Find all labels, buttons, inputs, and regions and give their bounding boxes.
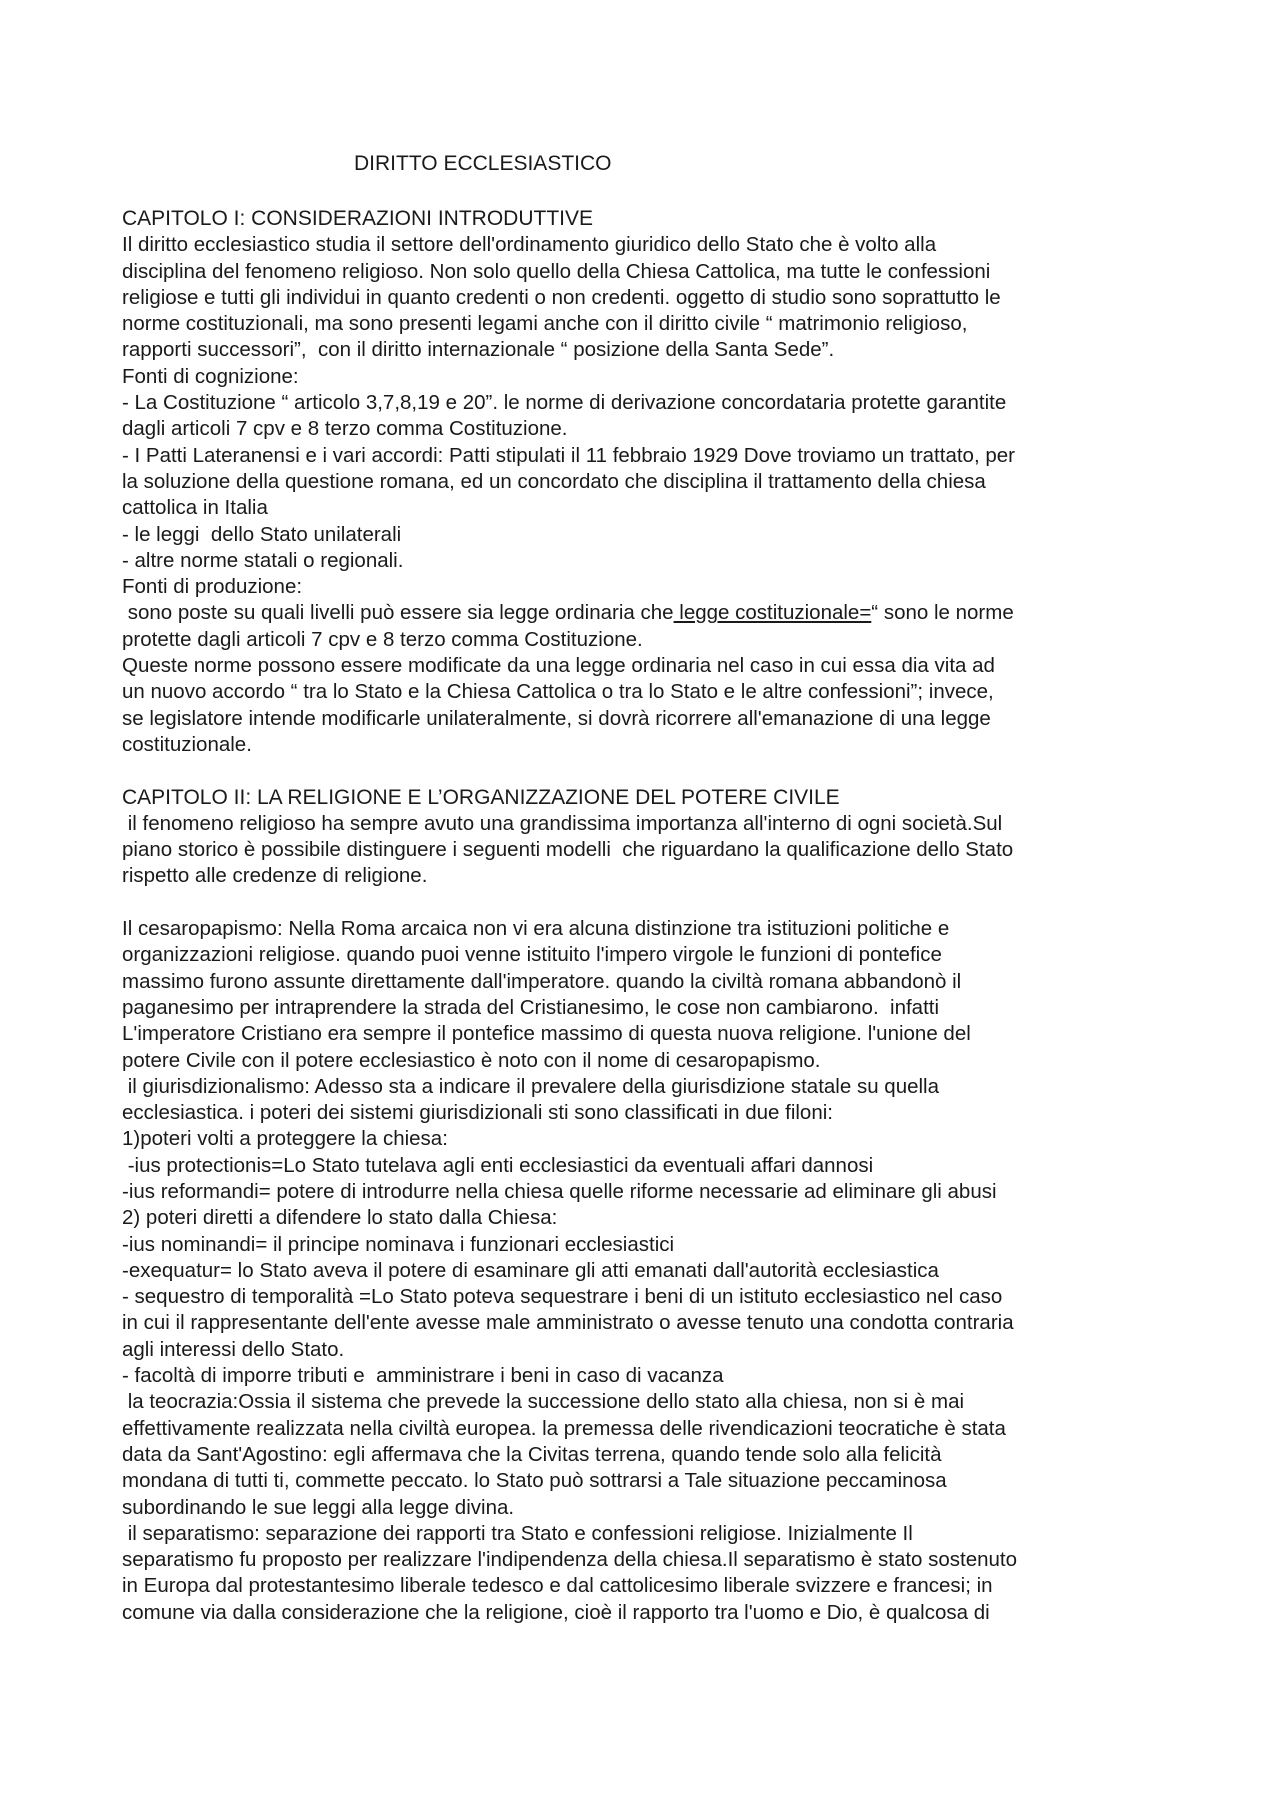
text-line: - facoltà di imporre tributi e amministrare i beni in caso di vacanza bbox=[122, 1364, 724, 1388]
legge-costituzionale-underlined: legge costituzionale= bbox=[673, 601, 872, 625]
text-line: se legislatore intende modificarle unilateralmente, si dovrà ricorrere all'emanazione di una legge bbox=[122, 706, 991, 730]
text-line: -exequatur= lo Stato aveva il potere di esaminare gli atti emanati dall'autorità ecclesiastica bbox=[122, 1258, 939, 1282]
text-line: in cui il rappresentante dell'ente avesse male amministrato o avesse tenuto una condotta contraria bbox=[122, 1311, 1014, 1335]
text-line: data da Sant'Agostino: egli affermava che la Civitas terrena, quando tende solo alla felicità bbox=[122, 1442, 942, 1466]
text-line: effettivamente realizzata nella civiltà europea. la premessa delle rivendicazioni teocratiche è stata bbox=[122, 1416, 1006, 1440]
paragraph-gap bbox=[122, 758, 1158, 784]
text-line: disciplina del fenomeno religioso. Non solo quello della Chiesa Cattolica, ma tutte le confessioni bbox=[122, 259, 991, 283]
text-line: la teocrazia:Ossia il sistema che prevede la successione dello stato alla chiesa, non si è mai bbox=[122, 1390, 965, 1414]
text-line: religiose e tutti gli individui in quanto credenti o non credenti. oggetto di studio sono soprattutto le bbox=[122, 285, 1001, 309]
text-line: costituzionale. bbox=[122, 732, 252, 756]
chapter-2-intro bbox=[122, 811, 1158, 890]
text-line: - sequestro di temporalità =Lo Stato poteva sequestrare i beni di un istituto ecclesiastico nel caso bbox=[122, 1285, 1003, 1309]
text-line: protette dagli articoli 7 cpv e 8 terzo comma Costituzione. bbox=[122, 627, 643, 651]
chapter-2-title: CAPITOLO II: LA RELIGIONE E L’ORGANIZZAZIONE DEL POTERE CIVILE bbox=[122, 785, 840, 809]
chapter-1-body bbox=[122, 232, 1158, 600]
chapter-2-body bbox=[122, 916, 1158, 1626]
text-line: il separatismo: separazione dei rapporti tra Stato e confessioni religiose. Inizialmente Il bbox=[122, 1521, 913, 1545]
text-line: ecclesiastica. i poteri dei sistemi giurisdizionali sti sono classificati in due filoni: bbox=[122, 1101, 833, 1125]
text-line: Il cesaropapismo: Nella Roma arcaica non vi era alcuna distinzione tra istituzioni politiche e bbox=[122, 917, 950, 941]
produzione-line-start: sono poste su quali livelli può essere sia legge ordinaria che bbox=[122, 601, 674, 625]
text-line: potere Civile con il potere ecclesiastico è noto con il nome di cesaropapismo. bbox=[122, 1048, 821, 1072]
chapter-1-body-continued bbox=[122, 627, 1158, 758]
text-line: il fenomeno religioso ha sempre avuto una grandissima importanza all'interno di ogni società.Sul bbox=[122, 811, 1003, 835]
chapter-2 bbox=[122, 785, 1158, 1627]
chapter-1 bbox=[122, 206, 1158, 758]
text-line: Fonti di cognizione: bbox=[122, 364, 299, 388]
text-line: il giurisdizionalismo: Adesso sta a indicare il prevalere della giurisdizione statale su quella bbox=[122, 1074, 940, 1098]
text-line: L'imperatore Cristiano era sempre il pontefice massimo di questa nuova religione. l'unione del bbox=[122, 1022, 971, 1046]
produzione-line bbox=[122, 600, 1158, 626]
text-line: paganesimo per intraprendere la strada del Cristianesimo, le cose non cambiarono. infatti bbox=[122, 995, 940, 1019]
text-line: - I Patti Lateranensi e i vari accordi: Patti stipulati il 11 febbraio 1929 Dove troviamo un trattato, per bbox=[122, 443, 1015, 467]
text-line: Il diritto ecclesiastico studia il settore dell'ordinamento giuridico dello Stato che è volto alla bbox=[122, 233, 937, 257]
text-line: mondana di tutti ti, commette peccato. lo Stato può sottrarsi a Tale situazione peccaminosa bbox=[122, 1469, 947, 1493]
text-line: 2) poteri diretti a difendere lo stato dalla Chiesa: bbox=[122, 1206, 558, 1230]
document-title: DIRITTO ECCLESIASTICO bbox=[354, 152, 612, 175]
text-line: rispetto alle credenze di religione. bbox=[122, 864, 428, 888]
text-line: norme costituzionali, ma sono presenti legami anche con il diritto civile “ matrimonio religioso, bbox=[122, 312, 968, 336]
text-line: - le leggi dello Stato unilaterali bbox=[122, 522, 402, 546]
text-line: dagli articoli 7 cpv e 8 terzo comma Costituzione. bbox=[122, 417, 568, 441]
text-line: un nuovo accordo “ tra lo Stato e la Chiesa Cattolica o tra lo Stato e le altre confessioni”; invece, bbox=[122, 680, 994, 704]
text-line: - La Costituzione “ articolo 3,7,8,19 e 20”. le norme di derivazione concordataria protette garantite bbox=[122, 391, 1007, 415]
text-line: massimo furono assunte direttamente dall'imperatore. quando la civiltà romana abbandonò il bbox=[122, 969, 962, 993]
text-line: Queste norme possono essere modificate da una legge ordinaria nel caso in cui essa dia vita ad bbox=[122, 654, 995, 678]
chapter-1-title: CAPITOLO I: CONSIDERAZIONI INTRODUTTIVE bbox=[122, 207, 593, 230]
text-line: -ius protectionis=Lo Stato tutelava agli enti ecclesiastici da eventuali affari dannosi bbox=[122, 1153, 874, 1177]
produzione-line-end: “ sono le norme bbox=[871, 601, 1014, 625]
text-line: agli interessi dello Stato. bbox=[122, 1337, 345, 1361]
text-line: cattolica in Italia bbox=[122, 496, 268, 520]
paragraph-gap bbox=[122, 890, 1158, 916]
text-line: organizzazioni religiose. quando puoi venne istituito l'impero virgole le funzioni di pontefice bbox=[122, 943, 942, 967]
text-line: -ius nominandi= il principe nominava i funzionari ecclesiastici bbox=[122, 1232, 675, 1256]
text-line: piano storico è possibile distinguere i seguenti modelli che riguardano la qualificazione dello Stato bbox=[122, 838, 1014, 862]
text-line: - altre norme statali o regionali. bbox=[122, 548, 404, 572]
text-line: la soluzione della questione romana, ed un concordato che disciplina il trattamento della chiesa bbox=[122, 469, 986, 493]
text-line: Fonti di produzione: bbox=[122, 575, 303, 599]
text-line: comune via dalla considerazione che la religione, cioè il rapporto tra l'uomo e Dio, è qualcosa di bbox=[122, 1600, 990, 1624]
text-line: -ius reformandi= potere di introdurre nella chiesa quelle riforme necessarie ad eliminare gli abusi bbox=[122, 1179, 997, 1203]
text-line: 1)poteri volti a proteggere la chiesa: bbox=[122, 1127, 448, 1151]
text-line: in Europa dal protestantesimo liberale tedesco e dal cattolicesimo liberale svizzere e francesi; in bbox=[122, 1574, 993, 1598]
text-line: subordinando le sue leggi alla legge divina. bbox=[122, 1495, 515, 1519]
text-line: separatismo fu proposto per realizzare l'indipendenza della chiesa.Il separatismo è stato sostenuto bbox=[122, 1548, 1018, 1572]
text-line: rapporti successori”, con il diritto internazionale “ posizione della Santa Sede”. bbox=[122, 338, 835, 362]
